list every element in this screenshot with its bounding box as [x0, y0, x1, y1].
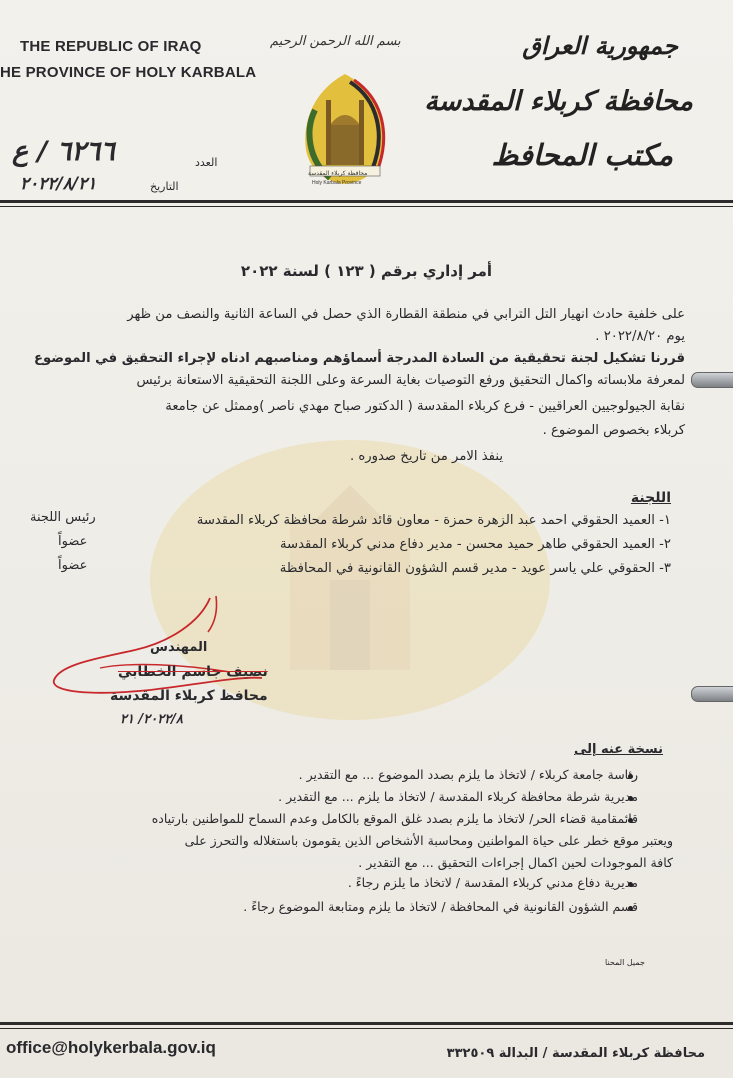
- binder-clip-top: [691, 372, 733, 388]
- para3: ينفذ الامر من تاريخ صدوره .: [349, 449, 503, 464]
- para1-line1: على خلفية حادث انهيار التل الترابي في منطقة القطارة الذي حصل في الساعة الثانية والنصف من ظهر: [127, 307, 685, 322]
- emblem-caption-en: Holy Karbala Province: [312, 180, 362, 186]
- signatory-position: محافظ كربلاء المقدسة: [110, 688, 268, 704]
- header-english-line2: HE PROVINCE OF HOLY KARBALA: [0, 64, 257, 81]
- committee-member-1: ١- العميد الحقوقي احمد عبد الزهرة حمزة - معاون قائد شرطة محافظة كربلاء المقدسة: [196, 513, 671, 528]
- footer-divider-thin: [0, 1028, 733, 1029]
- number-label: العدد: [195, 156, 218, 169]
- signature-date: ٢٠٢٢/٨/ ٢١: [120, 712, 183, 727]
- footer-divider: [0, 1022, 733, 1025]
- committee-role-1: رئيس اللجنة: [30, 510, 96, 525]
- emblem-caption: محافظة كربلاء المقدسة: [308, 170, 368, 177]
- copy-item-3-line1: قائمقامية قضاء الحر/ لاتخاذ ما يلزم بصدد غلق الموقع بالكامل وعدم السماح للمواطنين بارتياده: [151, 811, 638, 826]
- number-value: ٦٢٦٦ / ع: [12, 136, 115, 167]
- copy-item-1: رئاسة جامعة كربلاء / لاتخاذ ما يلزم بصدد الموضوع ... مع التقدير .: [298, 767, 638, 782]
- header-arabic-line1: جمهورية العراق: [522, 32, 678, 60]
- para2-line4: كربلاء بخصوص الموضوع .: [542, 423, 685, 438]
- committee-member-3: ٣- الحقوقي علي ياسر عويد - مدير قسم الشؤون القانونية في المحافظة: [279, 561, 671, 576]
- header-divider-thin: [0, 206, 733, 207]
- date-value: ٢٠٢٢/٨/٢١: [20, 174, 97, 194]
- signatory-title: المهندس: [150, 640, 208, 655]
- signatory-name: نصيف جاسم الخطابي: [118, 664, 268, 680]
- para2-line3: نقابة الجيولوجيين العراقيين - فرع كربلاء المقدسة ( الدكتور صباح مهدي ناصر )وممثل عن جامعة: [165, 399, 685, 414]
- binder-clip-bottom: [691, 686, 733, 702]
- para2-line2: لمعرفة ملابساته واكمال التحقيق ورفع التوصيات بغاية السرعة وعلى اللجنة التحقيقية الاستعانة برئيس: [136, 373, 685, 388]
- para1-line2: يوم ٢٠٢٢/٨/٢٠ .: [595, 329, 685, 344]
- footer-address: محافظة كربلاء المقدسة / البدالة ٣٣٢٥٠٩: [446, 1046, 705, 1061]
- footer-email: office@holykerbala.gov.iq: [6, 1038, 216, 1057]
- copy-item-3-line3: كافة الموجودات لحين اكمال إجراءات التحقيق ... مع التقدير .: [358, 855, 673, 870]
- header-english-line1: THE REPUBLIC OF IRAQ: [20, 38, 202, 55]
- para2-line1: قررنا تشكيل لجنة تحقيقية من السادة المدرجة أسماؤهم ومناصبهم ادناه لإجراء التحقيق في الموضوع: [33, 351, 685, 366]
- copy-item-4: مديرية دفاع مدني كربلاء المقدسة / لاتخاذ ما يلزم رجاءً .: [347, 875, 638, 890]
- committee-heading: اللجنة: [630, 490, 671, 506]
- order-title: أمر إداري برقم ( ١٢٣ ) لسنة ٢٠٢٢: [240, 262, 493, 280]
- committee-member-2: ٢- العميد الحقوقي طاهر حميد محسن - مدير دفاع مدني كربلاء المقدسة: [279, 537, 671, 552]
- copies-heading: نسخة عنه إلى: [574, 742, 663, 757]
- committee-role-3: عضواً: [58, 558, 88, 573]
- header-arabic-line2: محافظة كربلاء المقدسة: [424, 86, 693, 117]
- typist-initials: جميل المحنا: [605, 958, 645, 967]
- header-divider: [0, 200, 733, 203]
- copy-item-5: قسم الشؤون القانونية في المحافظة / لاتخاذ ما يلزم ومتابعة الموضوع رجاءً .: [243, 899, 638, 914]
- committee-role-2: عضواً: [58, 534, 88, 549]
- basmala: بسم الله الرحمن الرحيم: [270, 34, 401, 49]
- header-arabic-line3: مكتب المحافظ: [491, 138, 673, 172]
- copy-item-2: مديرية شرطة محافظة كربلاء المقدسة / لاتخاذ ما يلزم ... مع التقدير .: [278, 789, 638, 804]
- date-label: التاريخ: [150, 180, 179, 193]
- copy-item-3-line2: ويعتبر موقع خطر على حياة المواطنين ومحاسبة الأشخاص الذين يقومون باستغلاله والتحرز على: [184, 833, 673, 848]
